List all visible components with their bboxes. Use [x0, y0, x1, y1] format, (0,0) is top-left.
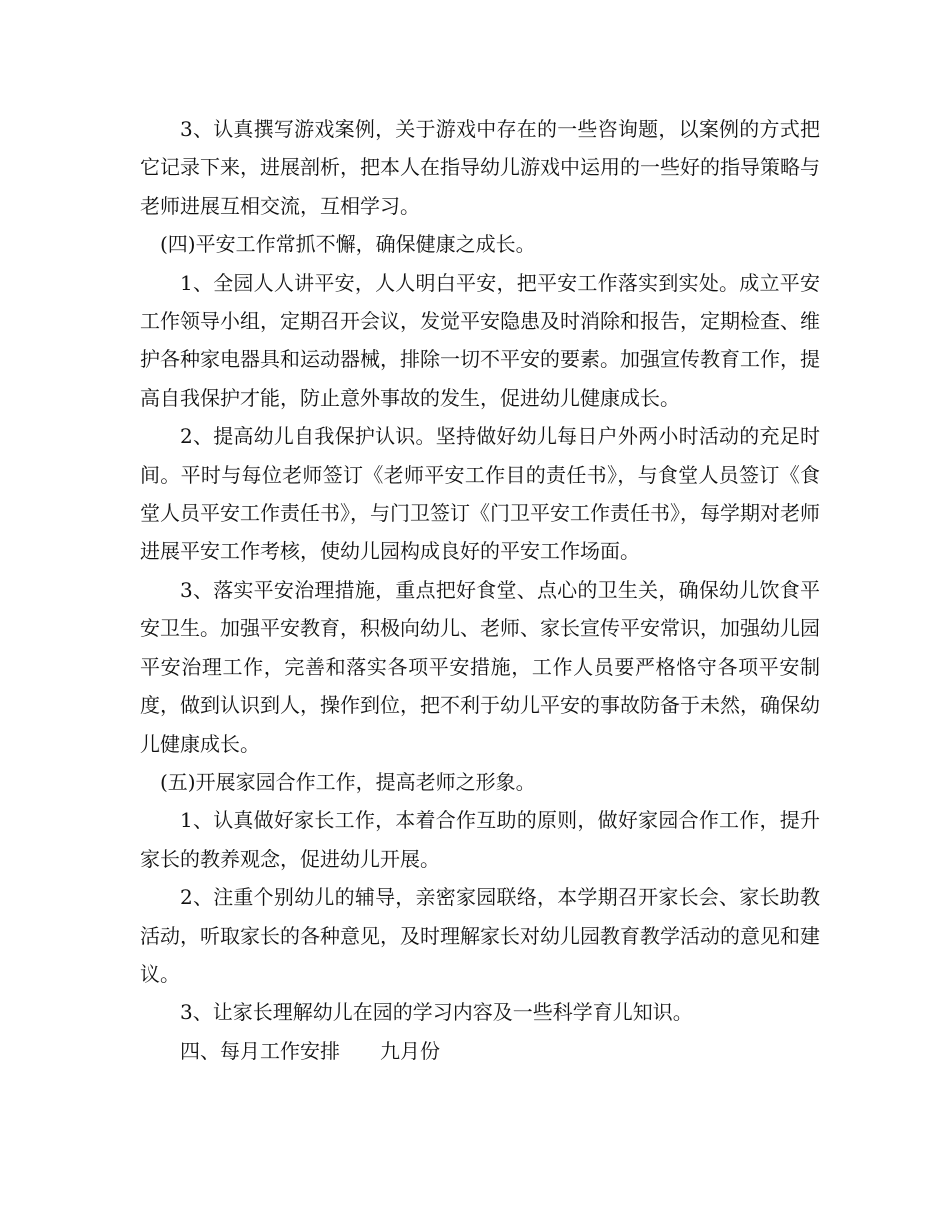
paragraph-safety-1: 1、全园人人讲平安，人人明白平安，把平安工作落实到实处。成立平安工作领导小组，定期召开会议，发觉平安隐患及时消除和报告，定期检查、维护各种家电器具和运动器械，排除一切不平安的要素。加强宣传教育工作，提高自我保护才能，防止意外事故的发生，促进幼儿健康成长。: [140, 270, 820, 410]
paragraph-home-school-2: 2、注重个别幼儿的辅导，亲密家园联络，本学期召开家长会、家长助教活动，听取家长的各种意见，及时理解家长对幼儿园教育教学活动的意见和建议。: [140, 885, 820, 986]
paragraph-safety-2: 2、提高幼儿自我保护认识。坚持做好幼儿每日户外两小时活动的充足时间。平时与每位老师签订《老师平安工作目的责任书》，与食堂人员签订《食堂人员平安工作责任书》，与门卫签订《门卫平安工作责任书》，每学期对老师进展平安工作考核，使幼儿园构成良好的平安工作场面。: [140, 424, 820, 564]
document-body: [140, 110, 820, 1070]
paragraph-game-cases: 3、认真撰写游戏案例，关于游戏中存在的一些咨询题，以案例的方式把它记录下来，进展剖析，把本人在指导幼儿游戏中运用的一些好的指导策略与老师进展互相交流，互相学习。: [140, 117, 820, 218]
section-heading-monthly-plan: 四、每月工作安排 九月份: [180, 1038, 440, 1063]
section-heading-safety: (四)平安工作常抓不懈，确保健康之成长。: [160, 232, 536, 257]
paragraph-home-school-3: 3、让家长理解幼儿在园的学习内容及一些科学育儿知识。: [180, 1000, 693, 1025]
section-heading-home-school: (五)开展家园合作工作，提高老师之形象。: [160, 769, 536, 794]
paragraph-home-school-1: 1、认真做好家长工作，本着合作互助的原则，做好家园合作工作，提升家长的教养观念，促进幼儿开展。: [140, 808, 820, 871]
paragraph-safety-3: 3、落实平安治理措施，重点把好食堂、点心的卫生关，确保幼儿饮食平安卫生。加强平安教育，积极向幼儿、老师、家长宣传平安常识，加强幼儿园平安治理工作，完善和落实各项平安措施，工作人员要严格恪守各项平安制度，做到认识到人，操作到位，把不利于幼儿平安的事故防备于未然，确保幼儿健康成长。: [140, 577, 820, 756]
